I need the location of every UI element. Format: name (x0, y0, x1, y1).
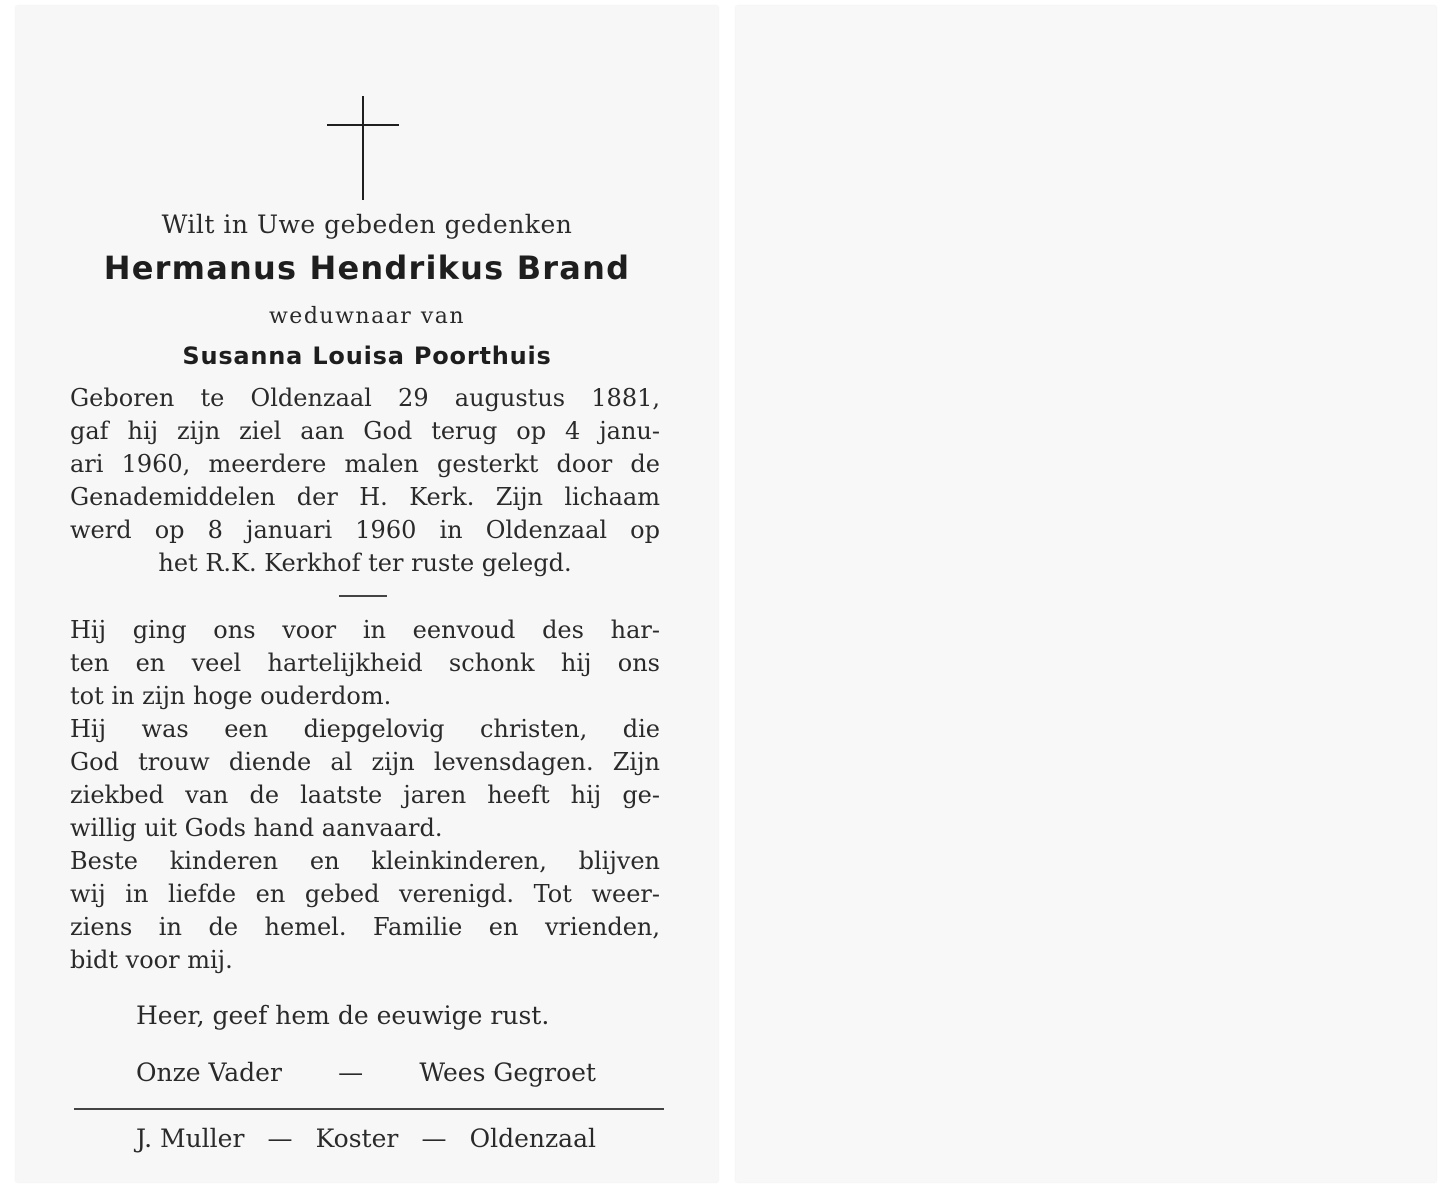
intro-line: Wilt in Uwe gebeden gedenken (161, 210, 573, 239)
section-divider (339, 595, 387, 597)
biography-line: Genademiddelen der H. Kerk. Zijn lichaam (70, 483, 660, 511)
memorial-text-line: Beste kinderen en kleinkinderen, blijven (70, 847, 660, 875)
memorial-text-line: God trouw diende al zijn levensdagen. Zijn (70, 748, 660, 776)
biography-line: gaf hij zijn ziel aan God terug op 4 janu- (70, 417, 660, 445)
memorial-text-line: tot in zijn hoge ouderdom. (70, 682, 392, 710)
biography-paragraph (70, 382, 660, 580)
memorial-text-line: ziekbed van de laatste jaren heeft hij ge- (70, 781, 660, 809)
printer-dash: — (267, 1124, 293, 1153)
relation-line: weduwnaar van (268, 304, 466, 329)
printer-name: J. Muller (136, 1124, 245, 1153)
biography-line: het R.K. Kerkhof ter ruste gelegd. (158, 549, 572, 577)
memorial-card-front (16, 6, 718, 1182)
cross-icon (327, 96, 399, 200)
footer-divider (74, 1108, 664, 1110)
spouse-name: Susanna Louisa Poorthuis (182, 342, 552, 370)
memorial-text-line: Hij ging ons voor in eenvoud des har- (70, 616, 660, 644)
biography-line: werd op 8 januari 1960 in Oldenzaal op (70, 516, 660, 544)
printer-credit (136, 1124, 596, 1153)
prayer-dash: — (338, 1058, 364, 1087)
memorial-text-line: Hij was een diepgelovig christen, die (70, 715, 660, 743)
memorial-text-line: willig uit Gods hand aanvaard. (70, 814, 443, 842)
deceased-name: Hermanus Hendrikus Brand (103, 249, 631, 287)
memorial-text-line: ziens in de hemel. Familie en vrienden, (70, 913, 660, 941)
prayer-hail-mary: Wees Gegroet (419, 1058, 596, 1087)
memorial-text-line: wij in liefde en gebed verenigd. Tot weer- (70, 880, 660, 908)
prayer-line: Heer, geef hem de eeuwige rust. (136, 1001, 550, 1030)
memorial-card-back (736, 6, 1436, 1182)
memorial-text (70, 614, 660, 977)
memorial-text-line: bidt voor mij. (70, 946, 233, 974)
printer-place: Oldenzaal (469, 1124, 596, 1153)
biography-line: Geboren te Oldenzaal 29 augustus 1881, (70, 384, 660, 412)
printer-dash: — (421, 1124, 447, 1153)
printer-role: Koster (315, 1124, 399, 1153)
prayer-names (136, 1058, 596, 1087)
memorial-text-line: ten en veel hartelijkheid schonk hij ons (70, 649, 660, 677)
biography-line: ari 1960, meerdere malen gesterkt door de (70, 450, 660, 478)
prayer-our-father: Onze Vader (136, 1058, 282, 1087)
